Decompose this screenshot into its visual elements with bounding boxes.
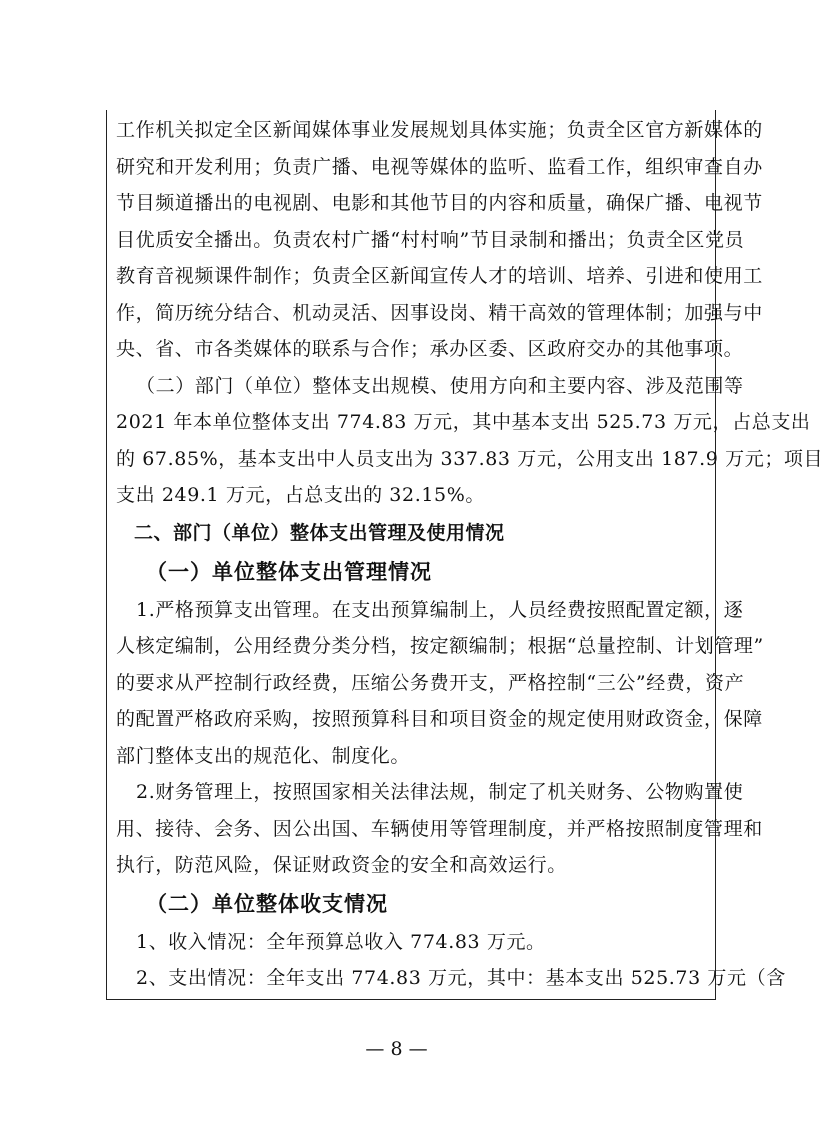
text-line: 的 67.85%，基本支出中人员支出为 337.83 万元，公用支出 187.9 万元；项目 [116, 447, 823, 470]
subsection-heading: （一）单位整体支出管理情况 [146, 559, 432, 584]
section-heading: 二、部门（单位）整体支出管理及使用情况 [134, 521, 505, 544]
text-line: 2021 年本单位整体支出 774.83 万元，其中基本支出 525.73 万元，占总支出 [116, 411, 811, 433]
text-line: 目优质安全播出。负责农村广播“村村响”节目录制和播出；负责全区党员 [116, 228, 745, 251]
document-body [116, 112, 823, 997]
text-line: 用、接待、会务、因公出国、车辆使用等管理制度，并严格按照制度管理和 [116, 817, 763, 840]
text-line: 的要求从严控制行政经费，压缩公务费开支，严格控制“三公”经费，资产 [116, 671, 745, 694]
text-line: 节目频道播出的电视剧、电影和其他节目的内容和质量，确保广播、电视节 [116, 192, 763, 214]
paragraph-income: 1、收入情况：全年预算总收入 774.83 万元。 [136, 930, 546, 953]
text-line: 央、省、市各类媒体的联系与合作；承办区委、区政府交办的其他事项。 [116, 338, 744, 360]
text-line: 研究和开发利用；负责广播、电视等媒体的监听、监看工作，组织审查自办 [116, 155, 763, 178]
text-line: 部门整体支出的规范化、制度化。 [116, 744, 411, 767]
text-line: 人核定编制，公用经费分类分档，按定额编制；根据“总量控制、计划管理” [116, 635, 764, 657]
page-number: — 8 — [365, 1038, 428, 1060]
text-line: 的配置严格政府采购，按照预算科目和项目资金的规定使用财政资金，保障 [116, 708, 763, 730]
text-line: 工作机关拟定全区新闻媒体事业发展规划具体实施；负责全区官方新媒体的 [116, 119, 763, 141]
text-line: 教育音视频课件制作；负责全区新闻宣传人才的培训、培养、引进和使用工 [116, 265, 763, 287]
text-line: 作，简历统分结合、机动灵活、因事设岗、精干高效的管理体制；加强与中 [116, 301, 763, 324]
paragraph-expenditure-scale [116, 404, 823, 514]
text-line: 执行，防范风险，保证财政资金的安全和高效运行。 [116, 854, 567, 876]
section-scale-title: （二）部门（单位）整体支出规模、使用方向和主要内容、涉及范围等 [136, 374, 744, 397]
text-line: 2.财务管理上，按照国家相关法律法规，制定了机关财务、公物购置使 [136, 781, 744, 803]
text-line: 1.严格预算支出管理。在支出预算编制上，人员经费按照配置定额，逐 [136, 598, 744, 621]
paragraph-financial-management [116, 774, 763, 884]
paragraph-budget-management [116, 592, 764, 775]
paragraph-responsibilities [116, 112, 763, 368]
subsection-heading: （二）单位整体收支情况 [146, 891, 388, 916]
text-line: 支出 249.1 万元，占总支出的 32.15%。 [116, 484, 485, 506]
paragraph-expenditure: 2、支出情况：全年支出 774.83 万元，其中：基本支出 525.73 万元（含 [136, 967, 786, 989]
